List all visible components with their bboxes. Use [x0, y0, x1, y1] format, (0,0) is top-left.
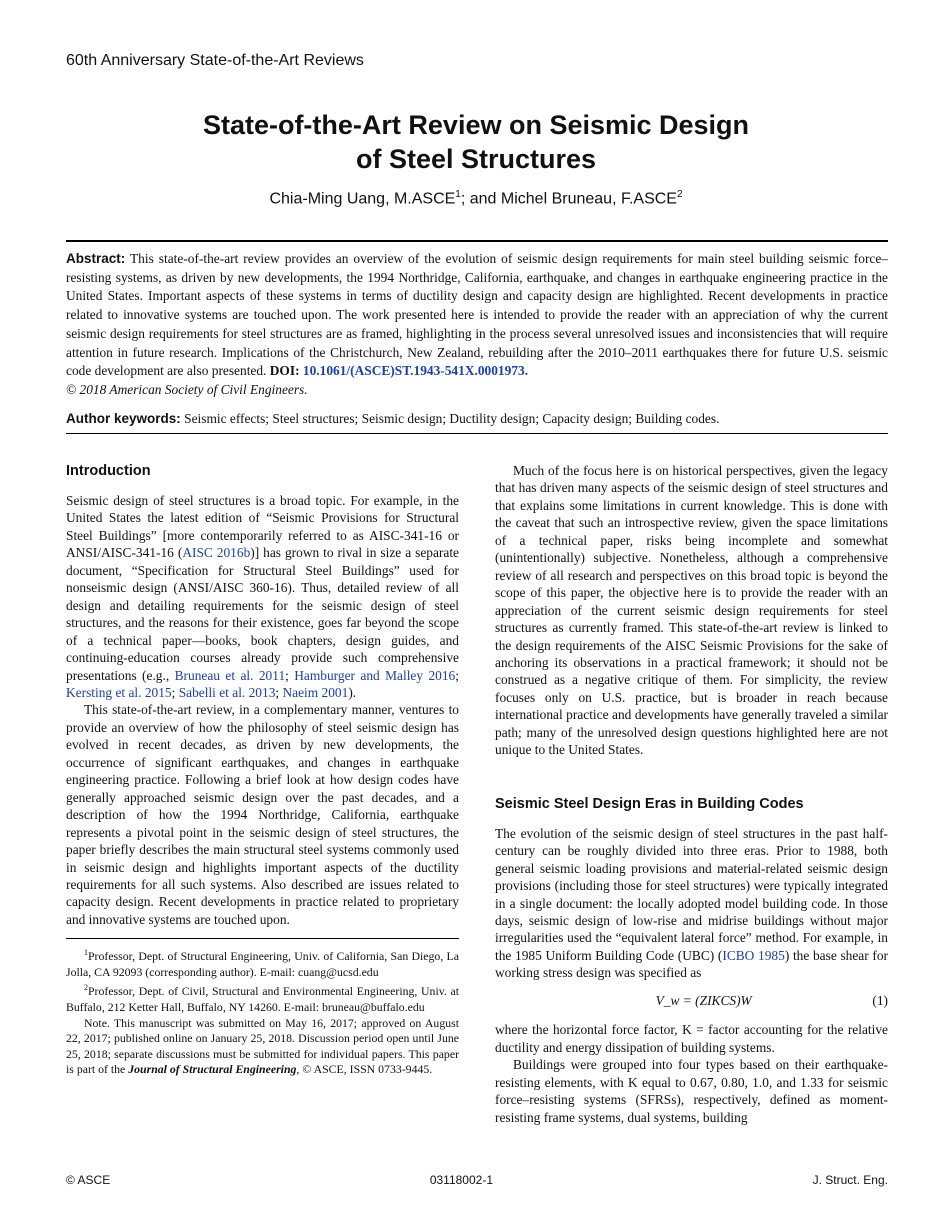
- ref-aisc-2016b[interactable]: AISC 2016b: [182, 545, 251, 561]
- intro-paragraph-1: Seismic design of steel structures is a broad topic. For example, in the United States the latest edition of “Seismic Provisions for Structural Steel Buildings” [more contemporarily referred to as AISC-341-16 or ANSI/AISC-341-16 (AISC 2016b)] has grown to rival in size a separate document, “Specification for Structural Steel Buildings” used for nonseismic design (ANSI/AISC 360-16). Thus, detailed review of all design and detailing requirements for the seismic design of steel structures, and the reasons for their existence, goes far beyond the scope of a technical paper—books, book chapters, design guides, and continuing-education courses already provide such comprehensive presentations (e.g., Bruneau et al. 2011; Hamburger and Malley 2016; Kersting et al. 2015; Sabelli et al. 2013; Naeim 2001).: [66, 493, 459, 700]
- title-line-1: State-of-the-Art Review on Seismic Design: [202, 110, 750, 140]
- right-column: [495, 462, 888, 1126]
- doi-link[interactable]: 10.1061/(ASCE)ST.1943-541X.0001973.: [302, 363, 529, 379]
- paper-title: [66, 108, 886, 176]
- equation-body: V_w = (ZIKCS)W: [655, 992, 752, 1008]
- introduction-heading: Introduction: [66, 463, 151, 479]
- ref-hamburger-malley-2016[interactable]: Hamburger and Malley 2016: [294, 667, 456, 683]
- author-1-footnote-mark: 1: [455, 189, 461, 200]
- keywords-label: Author keywords:: [66, 411, 181, 426]
- running-head: 60th Anniversary State-of-the-Art Reviews: [66, 52, 364, 69]
- eras-paragraph-3: Buildings were grouped into four types based on their earthquake-resisting elements, with K equal to 0.67, 0.80, 1.0, and 1.33 for seismic force–resisting systems (SFRSs), respectively, defined as moment-resisting frame systems, dual systems, building: [495, 1057, 888, 1125]
- footer-journal: J. Struct. Eng.: [812, 1173, 888, 1187]
- author-2: ; and Michel Bruneau, F.ASCE: [460, 190, 677, 208]
- footnote-rule: [66, 938, 459, 939]
- equation-1: [495, 992, 888, 1009]
- abstract-label: Abstract:: [66, 251, 126, 266]
- ref-naeim-2001[interactable]: Naeim 2001: [282, 684, 349, 700]
- abstract-text: This state-of-the-art review provides an overview of the evolution of seismic design requirements for main steel building seismic force–resisting systems, as driven by new developments, the 1994 Northridge, California, earthquake, and changes in earthquake engineering practice in the United States. Important aspects of these systems in terms of ductility design and capacity design are highlighted. Recent developments in practice related to innovative systems are touched upon. The work presented here is intended to provide the reader with an appreciation of why the current seismic design requirements for steel structures are as framed, highlighting in the process several unresolved issues and inconsistencies that will require attention in future research. Implications of the Christchurch, New Zealand, rebuilding after the 2010–2011 earthquakes there for future U.S. seismic code development are also presented.: [66, 251, 888, 379]
- abstract: [66, 250, 888, 400]
- author-line: [66, 189, 886, 208]
- doi-label: DOI:: [269, 363, 300, 379]
- author-1: Chia-Ming Uang, M.ASCE: [269, 190, 456, 208]
- ref-sabelli-2013[interactable]: Sabelli et al. 2013: [178, 684, 276, 700]
- footnote-1: $^1$Professor, Dept. of Structural Engineering, Univ. of California, San Diego, La Jolla, CA 92093 (corresponding author). E-mail: cuang@ucsd.edu: [66, 948, 459, 979]
- author-2-footnote-mark: 2: [676, 189, 683, 200]
- keywords: [66, 410, 888, 428]
- keywords-text: Seismic effects; Steel structures; Seismic design; Ductility design; Capacity design; Building codes.: [184, 411, 720, 426]
- abstract-top-rule: [66, 240, 888, 242]
- ref-icbo-1985[interactable]: ICBO 1985: [722, 947, 785, 963]
- title-line-2: of Steel Structures: [355, 144, 597, 174]
- keywords-bottom-rule: [66, 433, 888, 434]
- copyright-notice: © 2018 American Society of Civil Engineers.: [66, 381, 308, 397]
- left-column: [66, 462, 459, 1078]
- ref-bruneau-2011[interactable]: Bruneau et al. 2011: [174, 667, 286, 683]
- manuscript-note: Note. This manuscript was submitted on May 16, 2017; approved on August 22, 2017; published online on January 25, 2018. Discussion period open until June 25, 2018; separate discussions must be submitted for individual papers. This paper is part of the Journal of Structural Engineering, © ASCE, ISSN 0733-9445.: [66, 1015, 459, 1077]
- ref-kersting-2015[interactable]: Kersting et al. 2015: [66, 684, 172, 700]
- section-heading-eras: Seismic Steel Design Eras in Building Codes: [495, 795, 804, 812]
- eras-paragraph-1: The evolution of the seismic design of steel structures in the past half-century can be roughly divided into three eras. Prior to 1988, both general seismic loading provisions and material-related seismic design provisions (including those for steel structures) were typically integrated in a single document: the locally adopted model building code. In those days, seismic design of low-rise and midrise buildings without major irregularities used the “equivalent lateral force” method. For example, in the 1985 Uniform Building Code (UBC) (ICBO 1985) the base shear for working stress design was specified as: [495, 825, 888, 981]
- equation-number: (1): [872, 992, 888, 1008]
- footnote-2: $^2$Professor, Dept. of Civil, Structural and Environmental Engineering, Univ. at Buffalo, 212 Ketter Hall, Buffalo, NY 14260. E-mail: bruneau@buffalo.edu: [66, 983, 459, 1014]
- page-footer: [66, 1173, 888, 1187]
- footer-page-id: 03118002-1: [429, 1173, 493, 1187]
- intro-paragraph-3: Much of the focus here is on historical perspectives, given the legacy that has driven many aspects of the seismic design of steel structures and that explains some limitations in current knowledge. This is done with the caveat that such an introspective review, given the space limitations of a technical paper, risks being incomplete and somewhat (unintentionally) subjective. Nonetheless, although a comprehensive review of all research and perspectives on this broad topic is beyond the scope of this paper, the objective here is to provide the reader with an appreciation of the current seismic design requirements for steel structures as currently framed. This state-of-the-art review is linked to the design requirements of the AISC Seismic Provisions for the sake of anchoring its observations in a practical framework; it should not be construed as a negative critique of them. For simplicity, the review focuses only on U.S. practice, but is broader in reach because international practice and developments have generally traveled a similar path; many of the unresolved design questions highlighted here are not unique to the United States.: [495, 463, 888, 758]
- eras-paragraph-2: where the horizontal force factor, K = factor accounting for the relative ductility and energy dissipation of building systems.: [495, 1022, 888, 1055]
- footer-copyright: © ASCE: [66, 1173, 111, 1187]
- journal-name: Journal of Structural Engineering: [128, 1062, 297, 1077]
- intro-paragraph-2: This state-of-the-art review, in a complementary manner, ventures to provide an overview of how the philosophy of steel seismic design has evolved in recent decades, as driven by new developments, the occurrence of significant earthquakes, and changes in earthquake engineering practice. Following a brief look at how design codes have generally approached seismic design over the past decades, and a description of how the 1994 Northridge, California, earthquake represents a pivotal point in the seismic design of steel structures, the paper briefly describes the main structural steel systems commonly used in seismic design and highlights important aspects of the ductility requirements for all such systems. Also described are issues related to capacity design. Recent developments in practice related to proprietary and innovative systems are touched upon.: [66, 702, 459, 927]
